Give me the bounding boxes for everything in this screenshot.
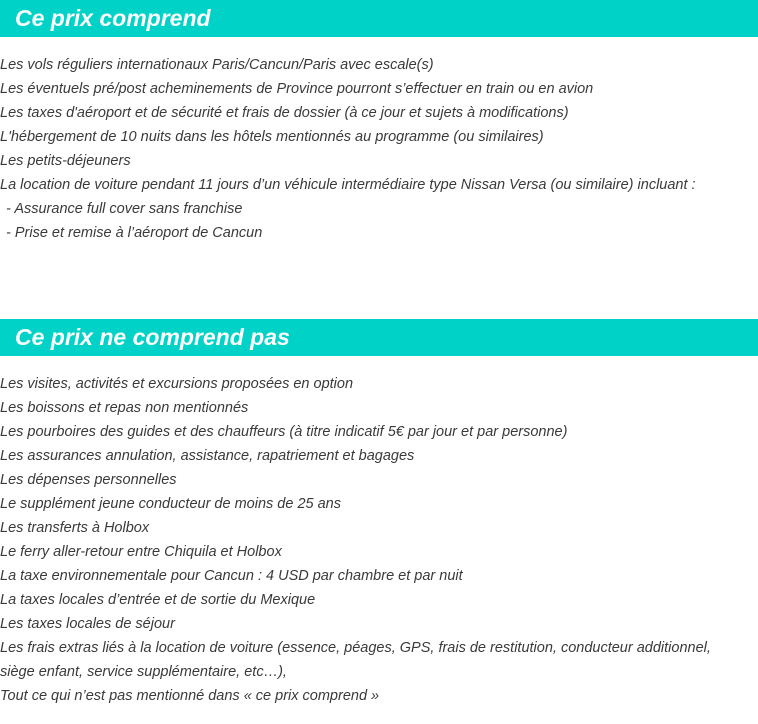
list-item: La taxe environnementale pour Cancun : 4 USD par chambre et par nuit bbox=[0, 568, 463, 584]
list-subitem: - Prise et remise à l’aéroport de Cancun bbox=[6, 225, 263, 241]
list-item: La location de voiture pendant 11 jours d’un véhicule intermédiaire type Nissan Versa (ou similaire) incluant : bbox=[0, 177, 696, 193]
excluded-list bbox=[0, 372, 758, 708]
list-item: Les visites, activités et excursions proposées en option bbox=[0, 376, 354, 392]
list-item: Les frais extras liés à la location de voiture (essence, péages, GPS, frais de restitution, conducteur additionnel, siège enfant, service supplémentaire, etc…), bbox=[0, 640, 711, 680]
list-item: Les éventuels pré/post acheminements de Province pourront s’effectuer en train ou en avion bbox=[0, 81, 594, 97]
list-item: L'hébergement de 10 nuits dans les hôtels mentionnés au programme (ou similaires) bbox=[0, 129, 544, 145]
included-section-title: Ce prix comprend bbox=[0, 0, 758, 37]
excluded-section-title: Ce prix ne comprend pas bbox=[0, 319, 758, 356]
list-item: Les transferts à Holbox bbox=[0, 520, 150, 536]
list-item: Tout ce qui n’est pas mentionné dans « ce prix comprend » bbox=[0, 688, 380, 704]
list-item: Les vols réguliers internationaux Paris/Cancun/Paris avec escale(s) bbox=[0, 57, 434, 73]
list-item: Les dépenses personnelles bbox=[0, 472, 177, 488]
list-item: Les petits-déjeuners bbox=[0, 153, 131, 169]
list-item: Les boissons et repas non mentionnés bbox=[0, 400, 249, 416]
list-item: Les taxes locales de séjour bbox=[0, 616, 175, 632]
included-list bbox=[0, 53, 758, 245]
list-item: Les pourboires des guides et des chauffeurs (à titre indicatif 5€ par jour et par personne) bbox=[0, 424, 568, 440]
list-item: Le ferry aller-retour entre Chiquila et Holbox bbox=[0, 544, 282, 560]
list-item: Les taxes d'aéroport et de sécurité et frais de dossier (à ce jour et sujets à modifications) bbox=[0, 105, 569, 121]
list-item: Le supplément jeune conducteur de moins de 25 ans bbox=[0, 496, 341, 512]
list-item: La taxes locales d’entrée et de sortie du Mexique bbox=[0, 592, 316, 608]
list-item: Les assurances annulation, assistance, rapatriement et bagages bbox=[0, 448, 415, 464]
list-subitem: - Assurance full cover sans franchise bbox=[6, 201, 243, 217]
